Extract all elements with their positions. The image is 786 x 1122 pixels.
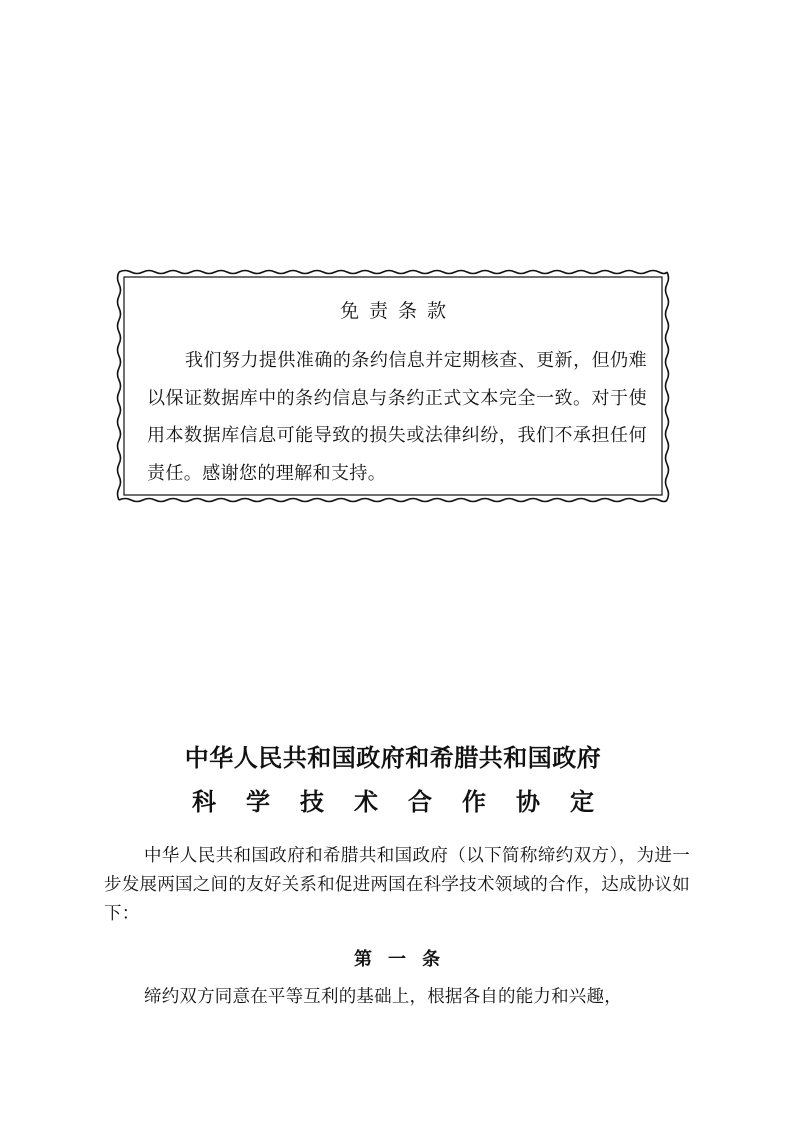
disclaimer-box	[115, 268, 671, 504]
disclaimer-text: 我们努力提供准确的条约信息并定期核查、更新，但仍难以保证数据库中的条约信息与条约正式文本完全一致。对于使用本数据库信息可能导致的损失或法律纠纷，我们不承担任何责任。感谢您的理解和支持。	[147, 350, 647, 484]
agreement-title: 中华人民共和国政府和希腊共和国政府	[184, 744, 602, 772]
agreement-subtitle: 科学技术合作协定	[192, 788, 624, 816]
disclaimer-title: 免责条款	[339, 300, 456, 322]
article-body: 缔约双方同意在平等互利的基础上，根据各自的能力和兴趣，	[144, 987, 622, 1007]
article-heading: 第一条	[354, 949, 456, 970]
agreement-preamble: 中华人民共和国政府和希腊共和国政府（以下简称缔约双方），为进一步发展两国之间的友好关系和促进两国在科学技术领域的合作，达成协议如下：	[104, 846, 690, 924]
